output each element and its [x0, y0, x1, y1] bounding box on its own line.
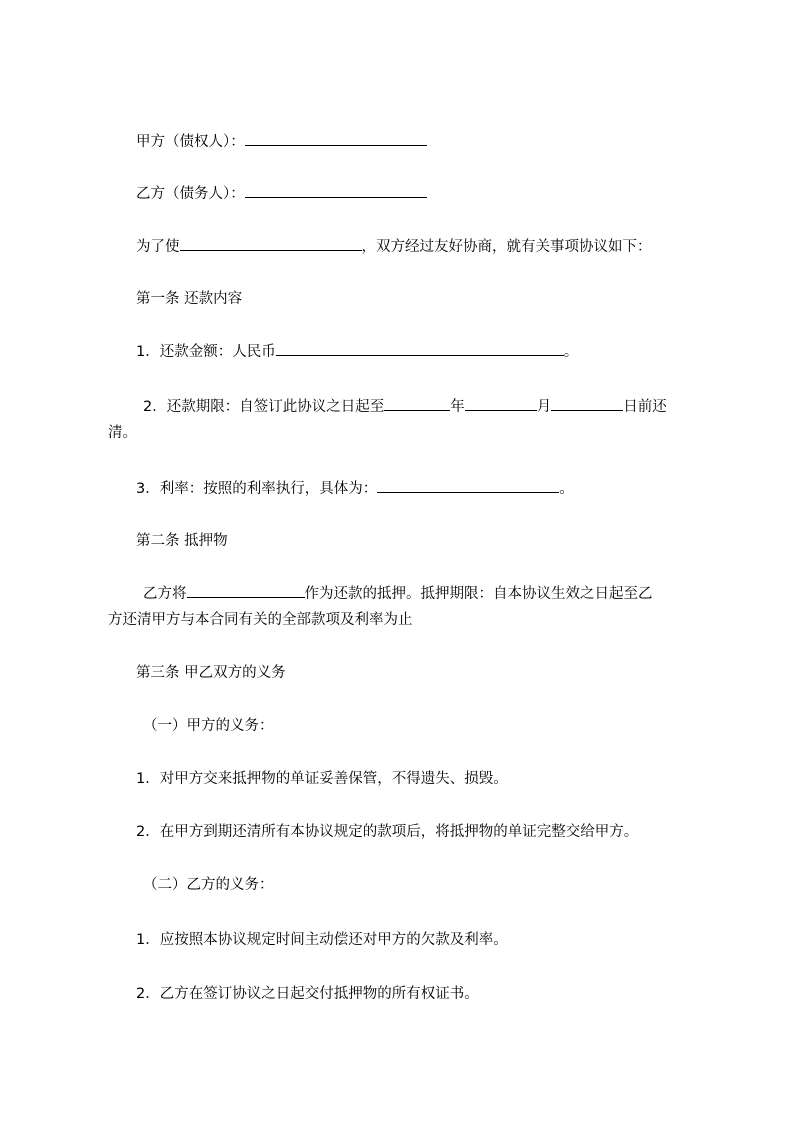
repayment-term-continuation: 清。	[108, 425, 137, 441]
party-b-duties-heading: （二）乙方的义务：	[143, 877, 274, 893]
article1-title: 第一条 还款内容	[136, 291, 243, 307]
repayment-day-label: 日前还	[623, 399, 667, 415]
repayment-year-blank[interactable]	[384, 396, 450, 411]
collateral-blank[interactable]	[187, 583, 305, 598]
article2-text	[108, 581, 711, 633]
party-a-duty-item: 2．在甲方到期还清所有本协议规定的款项后，将抵押物的单证完整交给甲方。	[136, 824, 639, 840]
party-b-duty-item: 2．乙方在签订协议之日起交付抵押物的所有权证书。	[136, 986, 479, 1002]
interest-rate-blank[interactable]	[377, 478, 559, 493]
party-a-label: 甲方（债权人）：	[136, 134, 245, 150]
article1-item2	[108, 394, 711, 446]
collateral-continuation: 方还清甲方与本合同有关的全部款项及利率为止	[108, 612, 413, 628]
repayment-term-label: 2．还款期限：自签订此协议之日起至	[143, 399, 385, 415]
party-b-label: 乙方（债务人）：	[136, 186, 245, 202]
preamble-line	[136, 236, 652, 257]
repayment-day-blank[interactable]	[551, 396, 623, 411]
party-a-duties-heading: （一）甲方的义务：	[143, 718, 274, 734]
collateral-text: 作为还款的抵押。抵押期限：自本协议生效之日起至乙	[304, 586, 653, 602]
party-a-duty-item: 1．对甲方交来抵押物的单证妥善保管，不得遗失、损毁。	[136, 771, 508, 787]
repayment-month-blank[interactable]	[465, 396, 537, 411]
repayment-amount-suffix: 。	[563, 344, 579, 360]
preamble-blank[interactable]	[180, 236, 362, 251]
article1-item3	[136, 478, 574, 499]
article3-title: 第三条 甲乙双方的义务	[136, 665, 286, 681]
repayment-amount-blank[interactable]	[276, 341, 564, 356]
repayment-month-label: 月	[536, 399, 552, 415]
article1-item1	[136, 341, 578, 362]
party-b-blank[interactable]	[245, 183, 427, 198]
repayment-amount-label: 1．还款金额：人民币	[136, 344, 276, 360]
interest-rate-suffix: 。	[559, 481, 574, 497]
preamble-suffix: ，双方经过友好协商，就有关事项协议如下：	[361, 239, 652, 255]
party-b-duty-item: 1．应按照本协议规定时间主动偿还对甲方的欠款及利率。	[136, 932, 508, 948]
article2-title: 第二条 抵押物	[136, 533, 228, 549]
party-a-blank[interactable]	[245, 131, 427, 146]
party-a-line	[136, 131, 427, 152]
repayment-year-label: 年	[450, 399, 465, 415]
collateral-prefix: 乙方将	[143, 586, 187, 602]
interest-rate-label: 3．利率：按照的利率执行，具体为：	[136, 481, 378, 497]
party-b-line	[136, 183, 427, 204]
preamble-prefix: 为了使	[136, 239, 180, 255]
